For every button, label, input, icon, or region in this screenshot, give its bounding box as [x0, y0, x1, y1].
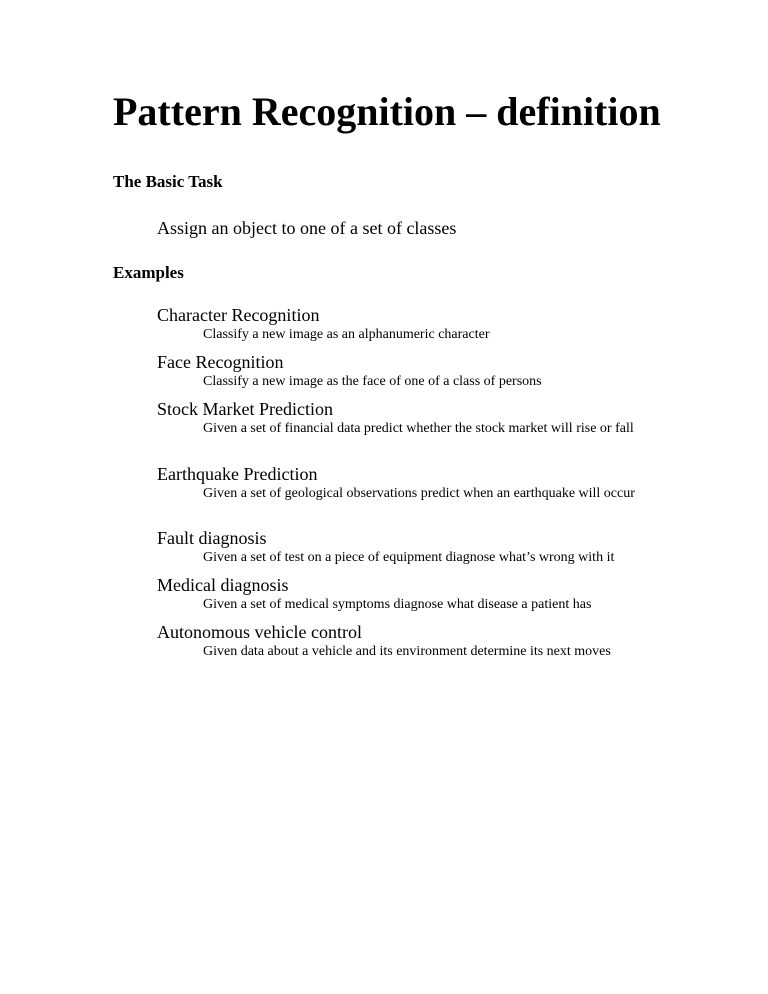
example-title: Fault diagnosis [157, 528, 267, 548]
page-title: Pattern Recognition – definition [113, 89, 661, 134]
example-desc: Given a set of medical symptoms diagnose what disease a patient has [203, 597, 592, 612]
example-title: Medical diagnosis [157, 575, 289, 595]
example-desc: Classify a new image as an alphanumeric character [203, 327, 490, 342]
example-title: Earthquake Prediction [157, 464, 318, 484]
example-title: Character Recognition [157, 305, 320, 325]
basic-task-heading: The Basic Task [113, 172, 223, 191]
example-title: Stock Market Prediction [157, 399, 333, 419]
example-desc: Given a set of financial data predict whether the stock market will rise or fall [203, 421, 634, 436]
example-desc: Given a set of test on a piece of equipment diagnose what’s wrong with it [203, 550, 615, 565]
example-title: Autonomous vehicle control [157, 622, 362, 642]
examples-heading: Examples [113, 263, 184, 282]
example-desc: Classify a new image as the face of one of a class of persons [203, 374, 542, 389]
basic-task-text: Assign an object to one of a set of classes [157, 218, 457, 238]
example-desc: Given a set of geological observations predict when an earthquake will occur [203, 486, 635, 501]
example-desc: Given data about a vehicle and its environment determine its next moves [203, 644, 611, 659]
example-title: Face Recognition [157, 352, 284, 372]
